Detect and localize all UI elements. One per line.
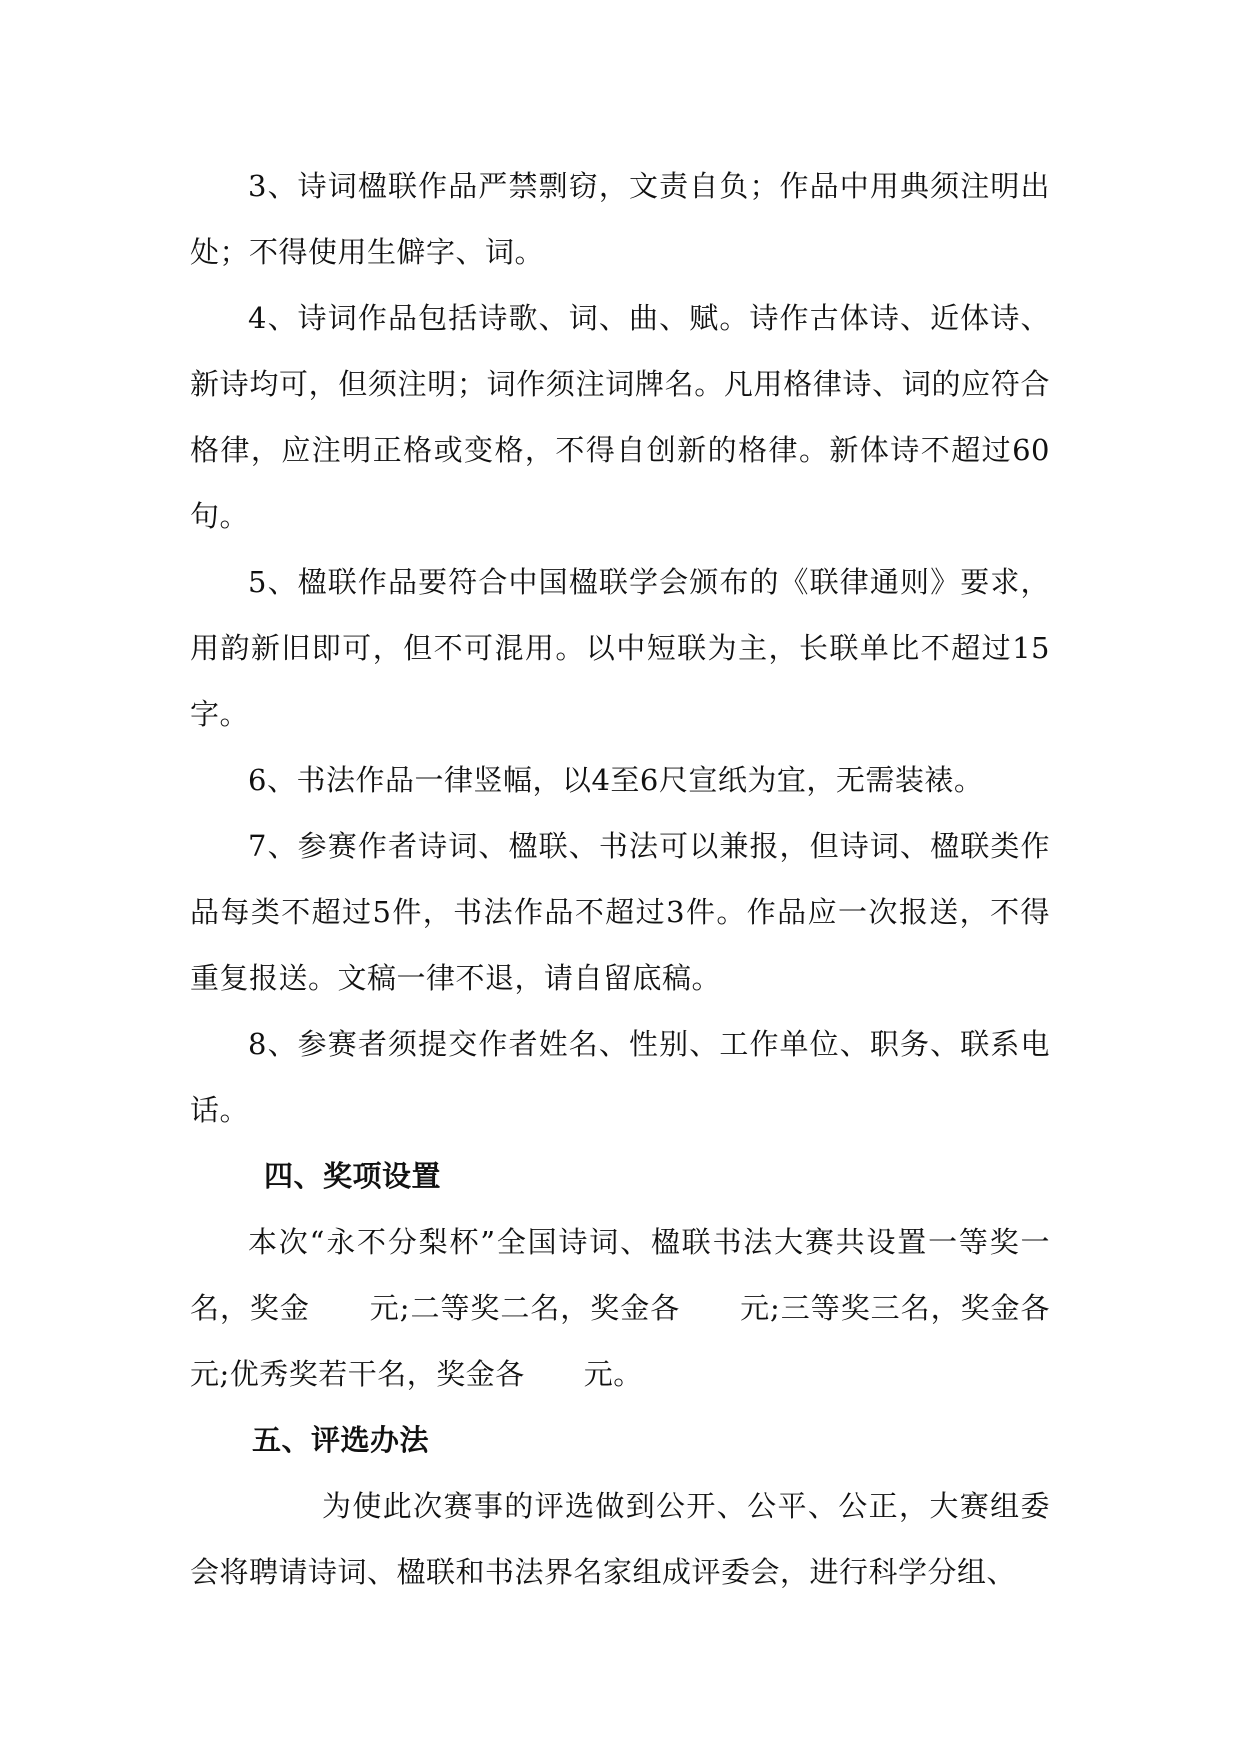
section-heading-judging: 五、评选办法 bbox=[252, 1423, 430, 1457]
paragraph-item-5: 5、楹联作品要符合中国楹联学会颁布的《联律通则》要求，用韵新旧即可，但不可混用。以中短联为主，长联单比不超过15字。 bbox=[190, 565, 1050, 731]
paragraph-judging: 为使此次赛事的评选做到公开、公平、公正，大赛组委会将聘请诗词、楹联和书法界名家组成评委会，进行科学分组、 bbox=[190, 1489, 1050, 1589]
paragraph-item-3: 3、诗词楹联作品严禁剽窃，文责自负；作品中用典须注明出处；不得使用生僻字、词。 bbox=[190, 169, 1050, 269]
paragraph-item-7: 7、参赛作者诗词、楹联、书法可以兼报，但诗词、楹联类作品每类不超过5件，书法作品不超过3件。作品应一次报送，不得重复报送。文稿一律不退，请自留底稿。 bbox=[190, 829, 1050, 995]
paragraph-item-8: 8、参赛者须提交作者姓名、性别、工作单位、职务、联系电话。 bbox=[190, 1027, 1050, 1127]
paragraph-item-4: 4、诗词作品包括诗歌、词、曲、赋。诗作古体诗、近体诗、新诗均可，但须注明；词作须注词牌名。凡用格律诗、词的应符合格律，应注明正格或变格，不得自创新的格律。新体诗不超过60句。 bbox=[190, 301, 1050, 533]
section-heading-awards: 四、奖项设置 bbox=[264, 1159, 442, 1193]
paragraph-item-6: 6、书法作品一律竖幅，以4至6尺宣纸为宜，无需装裱。 bbox=[248, 763, 984, 797]
document-body bbox=[190, 153, 1110, 1605]
paragraph-awards: 本次“永不分梨杯”全国诗词、楹联书法大赛共设置一等奖一名，奖金 元;二等奖二名，奖金各 元;三等奖三名，奖金各 元;优秀奖若干名，奖金各 元。 bbox=[190, 1225, 1110, 1391]
